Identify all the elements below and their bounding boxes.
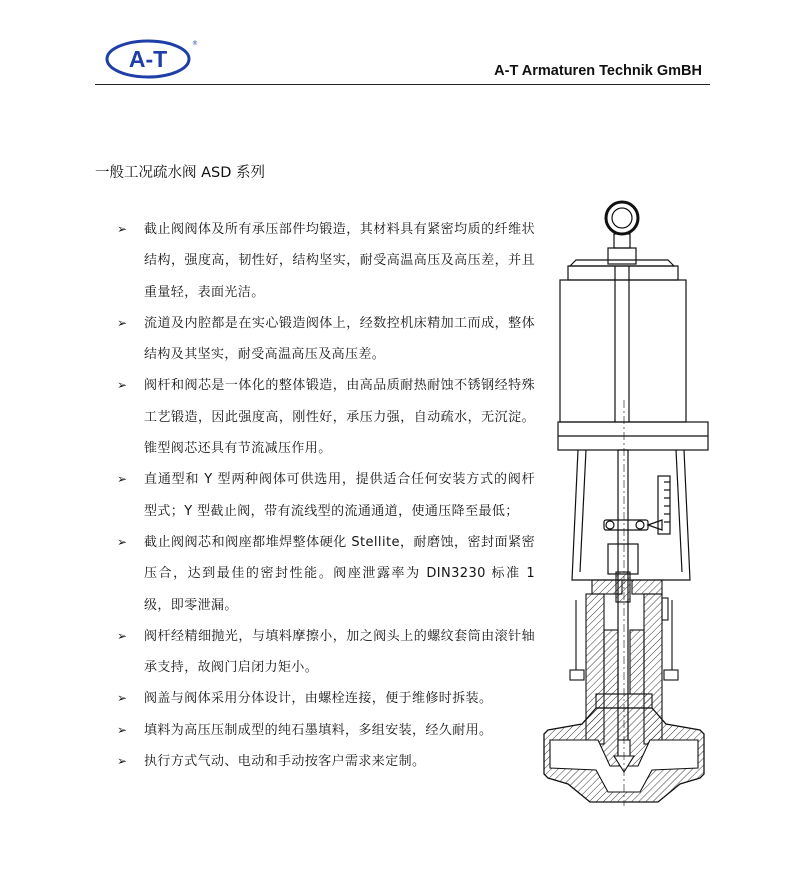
list-item-text: 填料为高压压制成型的纯石墨填料，多组安装，经久耐用。	[144, 722, 493, 738]
logo-text: A-T	[128, 46, 168, 72]
list-item	[117, 746, 535, 777]
arrow-bullet-icon: ➢	[117, 691, 128, 706]
list-item	[117, 621, 535, 684]
list-item-text: 阀杆和阀芯是一体化的整体锻造，由高品质耐热耐蚀不锈钢经特殊工艺锻造，因此强度高，刚性好，承压力强，自动疏水，无沉淀。锥型阀芯还具有节流减压作用。	[144, 378, 535, 457]
header-divider	[95, 84, 710, 85]
company-name: A-T Armaturen Technik GmBH	[494, 63, 702, 79]
list-item	[117, 370, 535, 464]
list-item-text: 执行方式气动、电动和手动按客户需求来定制。	[144, 754, 426, 770]
list-item-text: 阀杆经精细抛光，与填料摩擦小，加之阀头上的螺纹套筒由滚针轴承支持，故阀门启闭力矩小。	[144, 628, 535, 676]
arrow-bullet-icon: ➢	[117, 222, 128, 236]
arrow-bullet-icon: ➢	[117, 315, 128, 330]
valve-cross-section-drawing	[540, 200, 725, 810]
arrow-bullet-icon: ➢	[117, 472, 128, 487]
list-item-text: 截止阀阀芯和阀座都堆焊整体硬化 Stellite，耐磨蚀，密封面紧密压合，达到最佳的密封性能。阀座泄露率为 DIN3230 标准 1 级，即零泄漏。	[144, 534, 535, 613]
arrow-bullet-icon: ➢	[117, 722, 128, 737]
list-item-text: 阀盖与阀体采用分体设计，由螺栓连接，便于维修时拆装。	[144, 691, 493, 707]
page-title: 一般工况疏水阀 ASD 系列	[95, 165, 266, 181]
list-item-text: 截止阀阀体及所有承压部件均锻造，其材料具有紧密均质的纤维状结构，强度高，韧性好，结构坚实，耐受高温高压及高压差，并且重量轻，表面光洁。	[144, 222, 535, 300]
list-item-text: 流道及内腔都是在实心锻造阀体上，经数控机床精加工而成，整体结构及其坚实，耐受高温高压及高压差。	[144, 315, 535, 363]
feature-list	[117, 214, 535, 777]
list-item	[117, 464, 535, 527]
company-logo	[105, 38, 198, 80]
list-item	[117, 214, 535, 308]
arrow-bullet-icon: ➢	[117, 378, 128, 393]
arrow-bullet-icon: ➢	[117, 754, 128, 769]
list-item	[117, 683, 535, 714]
list-item	[117, 527, 535, 621]
list-item	[117, 715, 535, 746]
arrow-bullet-icon: ➢	[117, 534, 128, 549]
list-item-text: 直通型和 Y 型两种阀体可供选用，提供适合任何安装方式的阀杆型式；Y 型截止阀，带有流线型的流通通道，使通压降至最低；	[144, 472, 535, 519]
list-item	[117, 308, 535, 371]
registered-mark-icon: ®	[192, 40, 198, 47]
arrow-bullet-icon: ➢	[117, 628, 128, 643]
